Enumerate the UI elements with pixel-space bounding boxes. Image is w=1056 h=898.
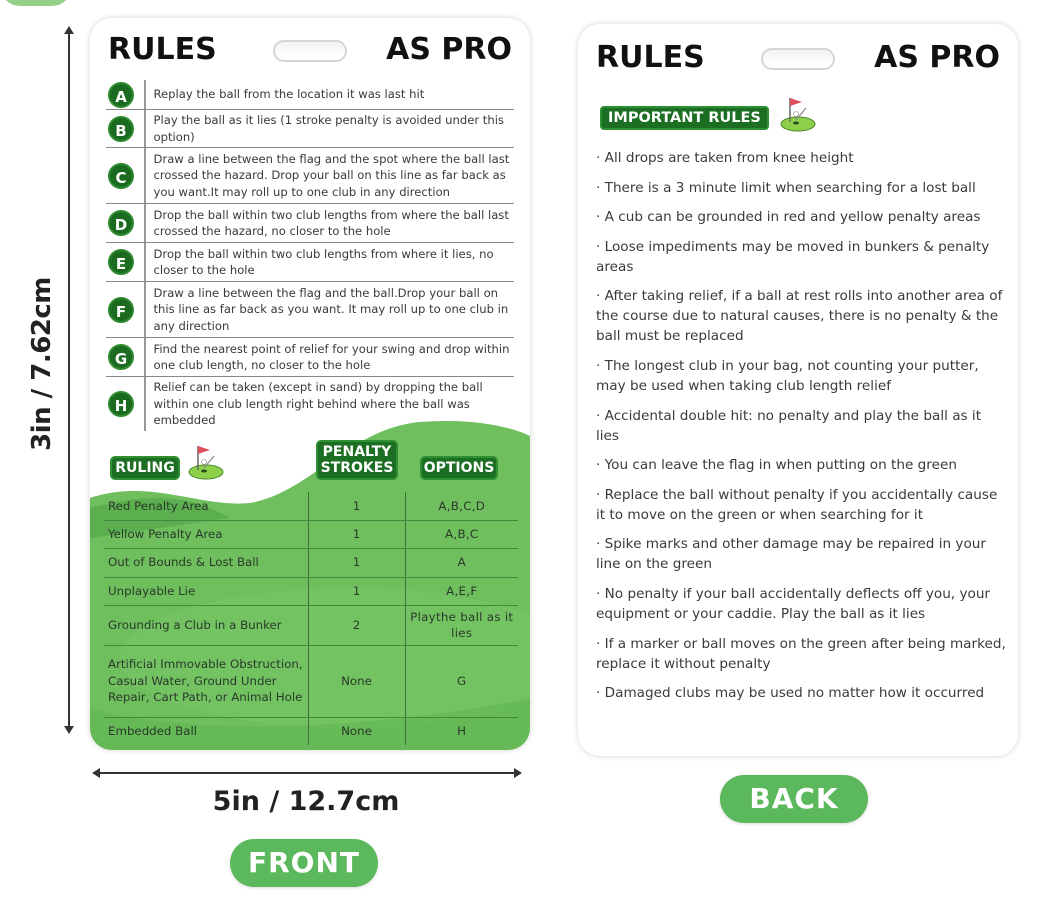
list-item: · No penalty if your ball accidentally deflects off you, your equipment or your caddie. Play the ball as it lies (596, 585, 991, 622)
lanyard-slot (273, 40, 347, 62)
option-row-e (106, 243, 514, 282)
front-label-pill: FRONT (230, 839, 378, 887)
lanyard-slot (761, 48, 835, 70)
list-item: · There is a 3 minute limit when searching for a lost ball (596, 179, 976, 196)
ruling-cell: Out of Bounds & Lost Ball (104, 548, 308, 577)
option-text: Drop the ball within two club lengths from where the ball last crossed the hazard, no closer to the hole (153, 207, 509, 238)
penalty-header-line2: STROKES (320, 460, 394, 476)
list-item: · Replace the ball without penalty if you accidentally cause it to move on the green or when searching for it (596, 486, 998, 523)
options-cell: Playthe ball as it lies (405, 605, 518, 645)
penalty-strokes-header (316, 440, 398, 480)
letter-badge-g: G (108, 344, 134, 370)
height-dimension-line (68, 30, 70, 730)
table-row (104, 645, 518, 717)
divider (144, 243, 146, 281)
list-item: · A cub can be grounded in red and yellow penalty areas (596, 209, 981, 226)
width-dimension-label: 5in / 12.7cm (212, 786, 400, 817)
back-label-pill: BACK (720, 775, 868, 823)
table-row (104, 492, 518, 520)
divider (144, 80, 146, 109)
list-item: · You can leave the flag in when putting on the green (596, 457, 957, 474)
penalty-cell: 1 (308, 520, 405, 548)
arrow-down-icon (64, 726, 74, 734)
option-text: Draw a line between the flag and the ball.Drop your ball on this line as far back as you want. It may roll up to one club in any direction (153, 285, 509, 333)
ruling-cell: Embedded Ball (108, 724, 198, 738)
options-header: OPTIONS (420, 456, 498, 480)
divider (144, 110, 146, 147)
card-header (90, 18, 530, 80)
card-header (578, 24, 1018, 86)
arrow-right-icon (514, 768, 522, 778)
brand-rules: RULES (596, 40, 705, 75)
ruling-cell: Unplayable Lie (104, 577, 308, 605)
list-item: · All drops are taken from knee height (596, 150, 854, 166)
table-row (104, 717, 518, 745)
option-text: Draw a line between the flag and the spot where the ball last crossed the hazard. Drop your ball on this line as far back as you want.It may roll up to one club in any direction (153, 151, 510, 199)
brand-rules: RULES (108, 32, 217, 67)
ruling-cell: Red Penalty Area (104, 492, 308, 520)
penalty-cell: None (308, 717, 405, 745)
letter-badge-f: F (108, 297, 134, 323)
options-cell: G (405, 645, 518, 717)
options-list (106, 80, 514, 431)
penalty-cell: 2 (308, 605, 405, 645)
letter-badge-b: B (108, 116, 134, 142)
letter-badge-d: D (108, 210, 134, 236)
divider (144, 204, 146, 242)
list-item: · After taking relief, if a ball at rest rolls into another area of the course due to natural causes, there is no penalty & the ball must be replaced (596, 288, 1003, 345)
option-row-a (106, 80, 514, 110)
ruling-header: RULING (110, 456, 180, 480)
ruling-cell: Artificial Immovable Obstruction, Casual Water, Ground Under Repair, Cart Path, or Animal Hole (104, 645, 308, 717)
penalty-cell: 1 (308, 577, 405, 605)
list-item: · Accidental double hit: no penalty and play the ball as it lies (596, 407, 982, 444)
golf-flag-icon (778, 94, 818, 138)
brand-as-pro: AS PRO (386, 32, 512, 67)
option-text: Relief can be taken (except in sand) by dropping the ball within one club length right behind where the ball was embedded (153, 380, 483, 428)
ruling-table (104, 492, 518, 745)
decorative-green-blob (0, 0, 72, 6)
table-row (104, 605, 518, 645)
option-row-d (106, 204, 514, 243)
width-dimension-line (96, 772, 516, 774)
brand-as-pro: AS PRO (874, 40, 1000, 75)
option-row-c (106, 148, 514, 204)
penalty-cell: 1 (308, 492, 405, 520)
option-text: Find the nearest point of relief for your swing and drop within one club length, no closer to the hole (153, 341, 510, 372)
table-row (104, 520, 518, 548)
important-rules-list (596, 148, 1006, 713)
option-text: Replay the ball from the location it was last hit (153, 87, 425, 102)
options-cell: A,B,C (405, 520, 518, 548)
letter-badge-h: H (108, 391, 134, 417)
list-item: · If a marker or ball moves on the green after being marked, replace it without penalty (596, 635, 1006, 672)
option-row-g (106, 338, 514, 377)
divider (144, 377, 146, 431)
options-cell: A,E,F (405, 577, 518, 605)
table-row (104, 548, 518, 577)
table-row (104, 577, 518, 605)
options-cell: A (405, 548, 518, 577)
front-card (90, 18, 530, 750)
penalty-cell: None (308, 645, 405, 717)
divider (144, 338, 146, 376)
back-card (578, 24, 1018, 756)
important-rules-header: IMPORTANT RULES (600, 106, 769, 130)
options-cell: A,B,C,D (405, 492, 518, 520)
option-text: Drop the ball within two club lengths from where it lies, no closer to the hole (153, 246, 494, 277)
ruling-cell: Grounding a Club in a Bunker (104, 605, 308, 645)
letter-badge-e: E (108, 249, 134, 275)
options-cell: H (405, 717, 518, 745)
divider (144, 148, 146, 203)
option-row-b (106, 110, 514, 148)
penalty-cell: 1 (308, 548, 405, 577)
option-row-h (106, 377, 514, 431)
option-row-f (106, 282, 514, 338)
divider (144, 282, 146, 337)
height-dimension-label: 3in / 7.62cm (27, 277, 57, 451)
penalty-header-line1: PENALTY (322, 444, 392, 460)
letter-badge-c: C (108, 163, 134, 189)
ruling-cell: Yellow Penalty Area (104, 520, 308, 548)
green-ruling-area (90, 408, 530, 750)
list-item: · Loose impediments may be moved in bunkers & penalty areas (596, 238, 990, 275)
option-text: Play the ball as it lies (1 stroke penalty is avoided under this option) (153, 113, 504, 144)
list-item: · Spike marks and other damage may be repaired in your line on the green (596, 536, 986, 573)
list-item: · Damaged clubs may be used no matter how it occurred (596, 685, 985, 702)
letter-badge-a: A (108, 82, 134, 108)
list-item: · The longest club in your bag, not counting your putter, may be used when taking club length relief (596, 357, 979, 394)
